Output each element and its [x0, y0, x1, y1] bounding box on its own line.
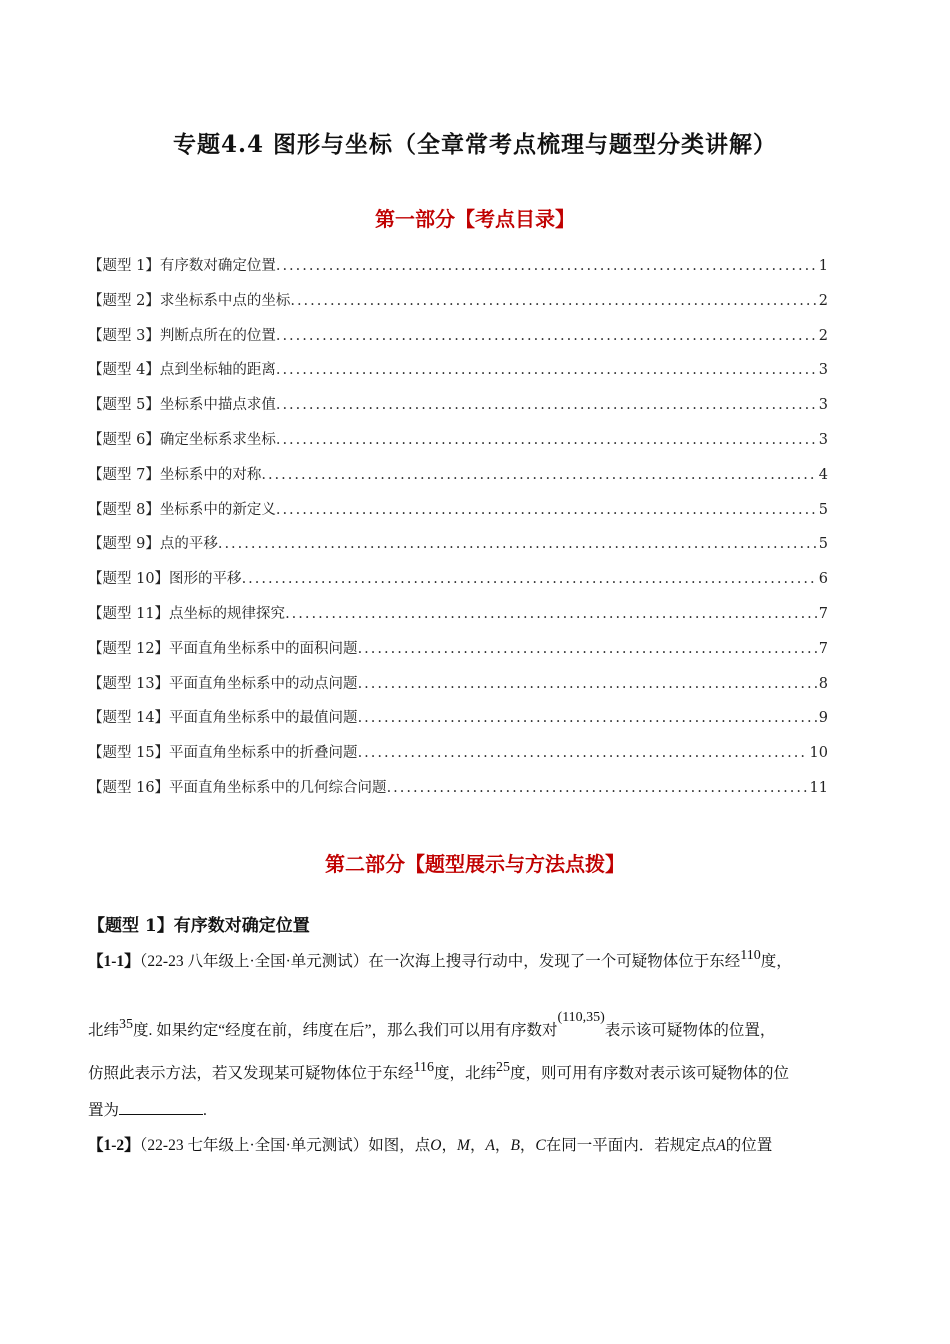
toc-label: 【题型 12】平面直角坐标系中的面积问题: [88, 640, 358, 657]
toc-page-number: 5: [818, 501, 828, 518]
text: 度. 如果约定“经度在前，纬度在后”，那么我们可以用有序数对: [133, 1022, 558, 1039]
dot-leader: [276, 258, 817, 274]
text: （22-23 七年级上·全国·单元测试）如图，点: [139, 1137, 431, 1154]
question-1-1-line: [88, 948, 792, 971]
text: 度，北纬: [434, 1065, 497, 1082]
text: ，: [441, 1137, 458, 1154]
toc-page-number: 8: [818, 675, 828, 692]
toc-label: 【题型 10】图形的平移: [88, 571, 242, 588]
toc-page-number: 2: [818, 327, 828, 344]
toc-page-number: 7: [818, 640, 828, 657]
part-two-heading: 第二部分【题型展示与方法点拨】: [325, 852, 625, 876]
toc-page-number: 9: [818, 710, 828, 727]
answer-blank[interactable]: [119, 1100, 203, 1115]
table-of-contents: [88, 254, 828, 811]
toc-page-number: 7: [818, 605, 828, 622]
text: 在同一平面内．若规定点: [545, 1137, 717, 1154]
dot-leader: [276, 362, 817, 378]
toc-page-number: 3: [818, 362, 828, 379]
dot-leader: [358, 710, 817, 726]
value: 35: [119, 1017, 134, 1032]
toc-page-number: 11: [809, 779, 828, 796]
dot-leader: [290, 293, 816, 309]
text: 表示该可疑物体的位置，: [604, 1022, 776, 1039]
text: 置为: [88, 1102, 120, 1119]
dot-leader: [358, 676, 817, 692]
toc-label: 【题型 3】判断点所在的位置: [88, 327, 276, 344]
toc-label: 【题型 15】平面直角坐标系中的折叠问题: [88, 745, 358, 762]
toc-entry[interactable]: [88, 498, 828, 533]
question-1-1-line: [88, 1098, 207, 1120]
dot-leader: [276, 432, 817, 448]
toc-entry[interactable]: [88, 776, 828, 811]
page-title: 专题4.4 图形与坐标（全章常考点梳理与题型分类讲解）: [172, 131, 778, 158]
text: .: [203, 1102, 207, 1119]
var: O: [430, 1137, 442, 1154]
toc-label: 【题型 8】坐标系中的新定义: [88, 501, 276, 518]
toc-label: 【题型 16】平面直角坐标系中的几何综合问题: [88, 779, 387, 796]
question-tag: 【1-2】: [88, 1137, 140, 1154]
var: A: [485, 1137, 495, 1154]
toc-label: 【题型 6】确定坐标系求坐标: [88, 431, 276, 448]
toc-label: 【题型 14】平面直角坐标系中的最值问题: [88, 710, 358, 727]
dot-leader: [261, 467, 816, 483]
toc-label: 【题型 11】点坐标的规律探究: [88, 605, 286, 622]
dot-leader: [276, 502, 817, 518]
text: 的位置: [725, 1137, 773, 1154]
var: M: [457, 1137, 470, 1154]
toc-label: 【题型 1】有序数对确定位置: [88, 258, 276, 274]
dot-leader: [276, 397, 817, 413]
dot-leader: [387, 780, 808, 796]
text: （22-23 八年级上·全国·单元测试）在一次海上搜寻行动中，发现了一个可疑物体位于东经: [139, 953, 741, 970]
question-1-1-line: [88, 1060, 789, 1083]
toc-page-number: 6: [818, 571, 828, 588]
toc-entry[interactable]: [88, 358, 828, 393]
toc-entry[interactable]: [88, 672, 828, 707]
toc-page-number: 4: [818, 466, 828, 483]
toc-entry[interactable]: [88, 324, 828, 359]
toc-page-number: 2: [818, 292, 828, 309]
text: 北纬: [88, 1022, 120, 1039]
dot-leader: [218, 536, 817, 552]
text: ，: [494, 1137, 511, 1154]
dot-leader: [242, 571, 817, 587]
toc-entry[interactable]: [88, 254, 828, 289]
toc-page-number: 3: [818, 431, 828, 448]
toc-entry[interactable]: [88, 393, 828, 428]
toc-label: 【题型 4】点到坐标轴的距离: [88, 362, 276, 379]
question-1-2-line: [88, 1133, 772, 1155]
text: ，: [469, 1137, 486, 1154]
text: 度，: [760, 953, 792, 970]
toc-page-number: 3: [818, 397, 828, 414]
value: 110: [740, 948, 761, 963]
toc-label: 【题型 2】求坐标系中点的坐标: [88, 292, 291, 309]
toc-entry[interactable]: [88, 567, 828, 602]
toc-label: 【题型 9】点的平移: [88, 536, 218, 553]
var: C: [535, 1137, 546, 1154]
toc-page-number: 5: [818, 536, 828, 553]
section-heading: 【题型 1】有序数对确定位置: [88, 916, 310, 936]
toc-entry[interactable]: [88, 741, 828, 776]
toc-entry[interactable]: [88, 463, 828, 498]
question-tag: 【1-1】: [88, 953, 140, 970]
toc-entry[interactable]: [88, 428, 828, 463]
toc-label: 【题型 13】平面直角坐标系中的动点问题: [88, 675, 358, 692]
text: 仿照此表示方法，若又发现某可疑物体位于东经: [88, 1065, 414, 1082]
dot-leader: [276, 328, 817, 344]
toc-page-number: 10: [809, 745, 828, 762]
value: 25: [496, 1060, 511, 1075]
value: 116: [413, 1060, 434, 1075]
ordered-pair: (110,35): [557, 1010, 605, 1025]
toc-entry[interactable]: [88, 289, 828, 324]
dot-leader: [285, 606, 817, 622]
dot-leader: [358, 641, 817, 657]
toc-label: 【题型 7】坐标系中的对称: [88, 466, 262, 483]
toc-entry[interactable]: [88, 706, 828, 741]
toc-entry[interactable]: [88, 602, 828, 637]
part-one-heading: 第一部分【考点目录】: [375, 207, 575, 231]
question-1-1-line: [88, 1010, 775, 1040]
toc-entry[interactable]: [88, 532, 828, 567]
toc-entry[interactable]: [88, 637, 828, 672]
toc-page-number: 1: [818, 258, 828, 274]
var: A: [716, 1137, 726, 1154]
var: B: [510, 1137, 520, 1154]
text: ，: [519, 1137, 536, 1154]
text: 度，则可用有序数对表示该可疑物体的位: [510, 1065, 790, 1082]
toc-label: 【题型 5】坐标系中描点求值: [88, 397, 276, 414]
dot-leader: [358, 745, 808, 761]
